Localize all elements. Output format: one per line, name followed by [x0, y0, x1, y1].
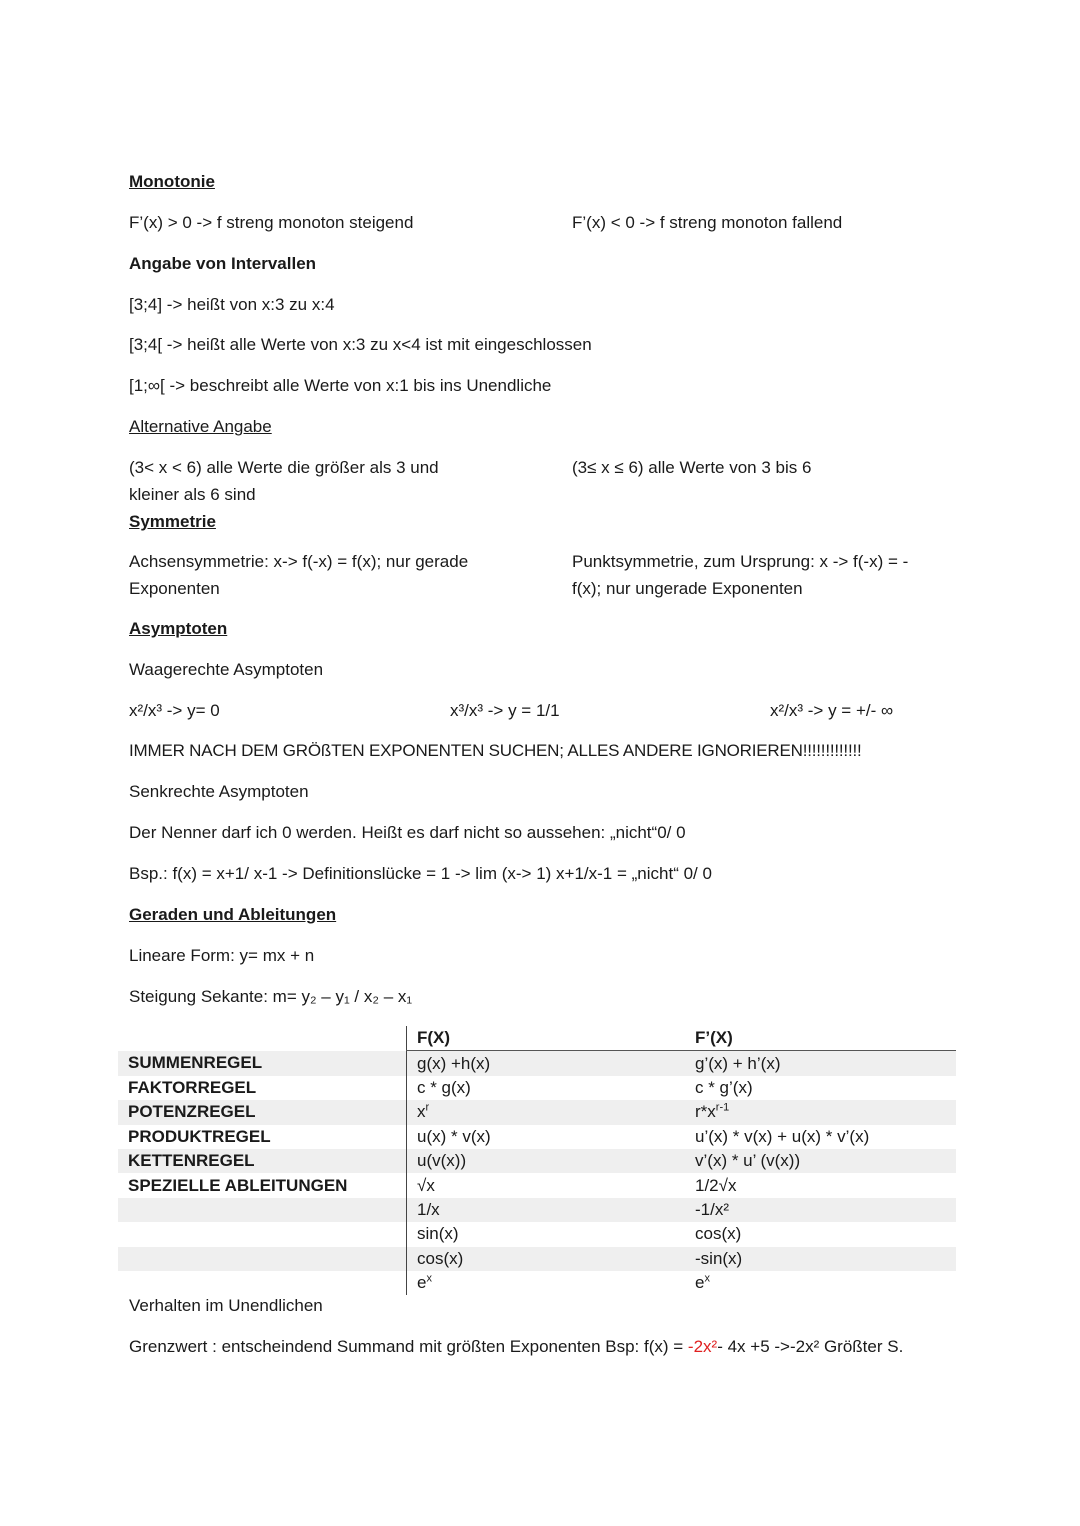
table-header-f: F(X) [407, 1026, 686, 1051]
table-row [118, 1076, 956, 1100]
derivative-cell: v’(x) * u’ (v(x)) [685, 1149, 956, 1173]
derivative-cell [685, 1271, 956, 1295]
table-row [118, 1222, 956, 1246]
table-row [118, 1100, 956, 1124]
derivative-rules-table [118, 1026, 956, 1295]
rule-name: KETTENREGEL [118, 1149, 407, 1173]
symmetrie-axis: Achsensymmetrie: x-> f(-x) = f(x); nur gerade Exponenten [129, 552, 469, 598]
infinity-behavior-title: Verhalten im Unendlichen [129, 1296, 323, 1315]
power-base: r*x [695, 1102, 716, 1122]
table-header-fprime: F’(X) [685, 1026, 956, 1051]
symmetrie-point: Punktsymmetrie, zum Ursprung: x -> f(-x) = - f(x); nur ungerade Exponenten [572, 552, 909, 598]
function-cell [407, 1271, 686, 1295]
intervalle-line3: [1;∞[ -> beschreibt alle Werte von x:1 bis ins Unendliche [129, 376, 552, 395]
derivative-cell [685, 1100, 956, 1124]
function-cell: cos(x) [407, 1247, 686, 1271]
table-row [118, 1271, 956, 1295]
asymptote-example-1: x²/x³ -> y= 0 [129, 701, 220, 720]
table-row [118, 1125, 956, 1149]
limit-rule [129, 1336, 903, 1358]
rule-name [118, 1198, 407, 1222]
rule-name: PRODUKTREGEL [128, 1126, 271, 1146]
function-cell: c * g(x) [407, 1076, 686, 1100]
asymptote-rule: IMMER NACH DEM GRÖßTEN EXPONENTEN SUCHEN; ALLES ANDERE IGNORIEREN!!!!!!!!!!!!! [129, 741, 862, 760]
function-cell: √x [407, 1173, 686, 1197]
function-cell [407, 1100, 686, 1124]
function-cell: 1/x [407, 1198, 686, 1222]
derivative-cell: 1/2√x [695, 1175, 737, 1195]
rule-name: SPEZIELLE ABLEITUNGEN [128, 1175, 348, 1195]
table-row [118, 1247, 956, 1271]
table-header-row [118, 1026, 956, 1051]
exp-exponent: x [704, 1272, 710, 1285]
limit-text-after: - 4x +5 ->-2x² Größter S. [717, 1337, 904, 1356]
geraden-heading: Geraden und Ableitungen [129, 905, 337, 924]
derivative-cell: c * g’(x) [695, 1077, 753, 1097]
horizontal-asymptote-title: Waagerechte Asymptoten [129, 660, 324, 679]
derivative-cell: cos(x) [695, 1224, 742, 1244]
alternative-heading: Alternative Angabe [129, 417, 272, 436]
alternative-left: (3< x < 6) alle Werte die größer als 3 und kleiner als 6 sind [129, 458, 439, 504]
derivative-cell: u’(x) * v(x) + u(x) * v’(x) [695, 1126, 870, 1146]
exp-exponent: x [426, 1272, 432, 1285]
derivative-cell: -1/x² [685, 1198, 956, 1222]
intervalle-heading: Angabe von Intervallen [129, 254, 317, 273]
asymptote-example-2: x³/x³ -> y = 1/1 [450, 701, 560, 720]
exp-base: e [417, 1273, 427, 1293]
rule-name [118, 1222, 407, 1246]
alternative-right: (3≤ x ≤ 6) alle Werte von 3 bis 6 [572, 458, 812, 477]
table-row [118, 1198, 956, 1222]
linear-form: Lineare Form: y= mx + n [129, 946, 315, 965]
monotonie-falling: F’(x) < 0 -> f streng monoton fallend [572, 213, 843, 232]
symmetrie-heading: Symmetrie [129, 512, 216, 531]
function-cell: g(x) +h(x) [407, 1051, 686, 1076]
monotonie-heading: Monotonie [129, 172, 215, 191]
vertical-asymptote-title: Senkrechte Asymptoten [129, 782, 309, 801]
limit-text-before: Grenzwert : entscheindend Summand mit größten Exponenten Bsp: f(x) = [129, 1337, 688, 1356]
function-cell: sin(x) [407, 1222, 686, 1246]
function-cell: u(v(x)) [407, 1149, 686, 1173]
table-row [118, 1051, 956, 1076]
asymptote-example-3: x²/x³ -> y = +/- ∞ [770, 701, 894, 720]
rule-name [118, 1247, 407, 1271]
rule-name: POTENZREGEL [118, 1100, 407, 1124]
vertical-asymptote-text: Der Nenner darf ich 0 werden. Heißt es darf nicht so aussehen: „nicht“0/ 0 [129, 823, 686, 842]
function-cell: u(x) * v(x) [407, 1125, 686, 1149]
derivative-cell: g’(x) + h’(x) [685, 1051, 956, 1076]
power-exponent: r-1 [715, 1101, 730, 1114]
table-row [118, 1173, 956, 1197]
exp-base: e [695, 1273, 705, 1293]
table-row [118, 1149, 956, 1173]
asymptoten-heading: Asymptoten [129, 619, 228, 638]
secant-slope: Steigung Sekante: m= y₂ – y₁ / x₂ – x₁ [129, 987, 413, 1006]
rule-name [118, 1271, 407, 1295]
table-header-empty [118, 1026, 407, 1051]
power-base: x [417, 1102, 426, 1122]
intervalle-line2: [3;4[ -> heißt alle Werte von x:3 zu x<4 ist mit eingeschlossen [129, 335, 592, 354]
monotonie-rising: F’(x) > 0 -> f streng monoton steigend [129, 213, 414, 232]
power-exponent: r [425, 1101, 430, 1114]
limit-highlight-term: -2x² [687, 1337, 718, 1356]
rule-name: SUMMENREGEL [118, 1051, 407, 1076]
intervalle-line1: [3;4] -> heißt von x:3 zu x:4 [129, 295, 335, 314]
derivative-cell: -sin(x) [685, 1247, 956, 1271]
rule-name: FAKTORREGEL [128, 1077, 257, 1097]
vertical-asymptote-example: Bsp.: f(x) = x+1/ x-1 -> Definitionslücke = 1 -> lim (x-> 1) x+1/x-1 = „nicht“ 0/ 0 [129, 864, 712, 883]
